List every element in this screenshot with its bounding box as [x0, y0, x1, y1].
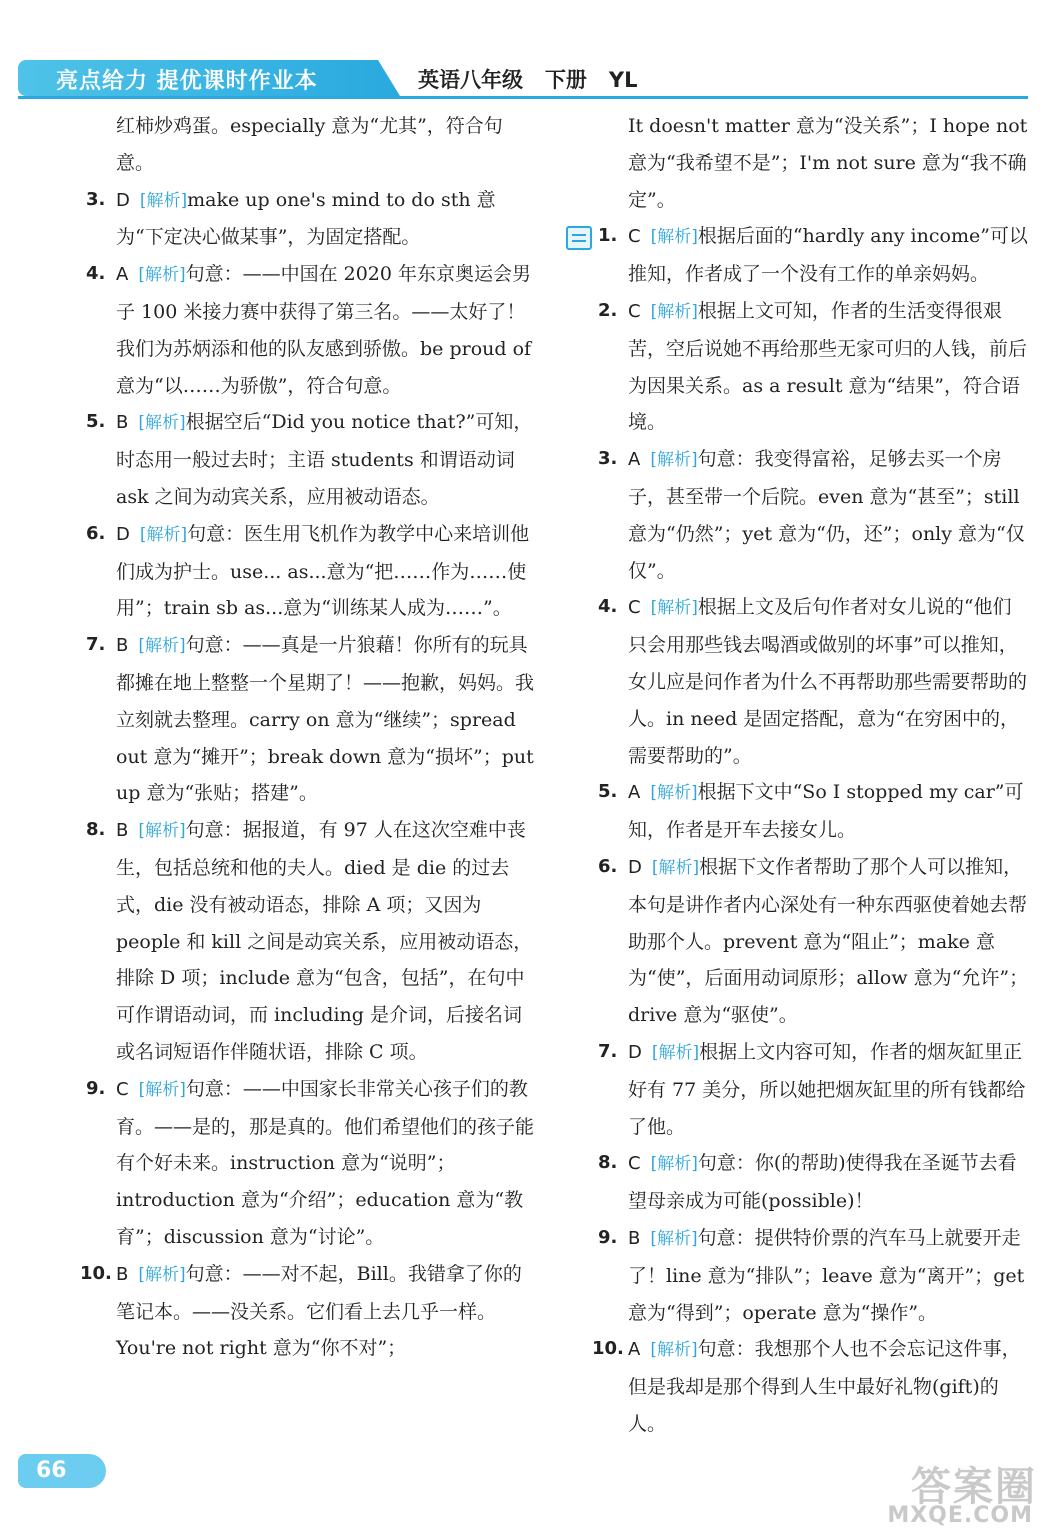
analysis-tag: [解析] — [138, 1079, 186, 1100]
analysis-tag: [解析] — [138, 413, 186, 434]
answer-item — [598, 849, 1030, 1034]
analysis-text: 句意：我想那个人也不会忘记这件事，但是我却是那个得到人生中最好礼物(gift)的人。 — [628, 1338, 1021, 1435]
analysis-tag: [解析] — [650, 301, 698, 322]
analysis-text: 根据上文及后句作者对女儿说的“他们只会用那些钱去喝酒或做别的坏事”可以推知，女儿应是问作者为什么不再帮助那些需要帮助的人。in need 是固定搭配，意为“在穷困中的，需要帮助的”。 — [628, 596, 1028, 767]
answer-letter: D — [116, 189, 130, 211]
analysis-tag: [解析] — [650, 1154, 698, 1175]
item-number: 2. — [598, 299, 618, 321]
item-number: 4. — [598, 596, 618, 618]
answer-letter: A — [116, 264, 129, 286]
item-number: 3. — [598, 448, 618, 470]
item-number: 8. — [598, 1152, 618, 1174]
answer-item — [592, 1331, 1030, 1442]
answer-item — [86, 182, 534, 257]
item-number: 9. — [86, 1077, 106, 1099]
section-two-icon — [566, 226, 592, 250]
analysis-text: 句意：——中国家长非常关心孩子们的教育。——是的，那是真的。他们希望他们的孩子能有个好未来。instruction 意为“说明”；introduction 意为“介绍”；education 意为“教育”；discussion 意为“讨论”。 — [116, 1077, 535, 1248]
item-number: 6. — [598, 855, 618, 877]
item-number: 5. — [86, 411, 106, 433]
answer-letter: B — [116, 820, 129, 842]
analysis-text: 句意：医生用飞机作为教学中心来培训他们成为护士。use... as...意为“把……作为……使用”；train sb as...意为“训练某人成为……”。 — [116, 522, 530, 620]
analysis-text: 根据后面的“hardly any income”可以推知，作者成了一个没有工作的单亲妈妈。 — [628, 225, 1028, 286]
analysis-text: 句意：——对不起，Bill。我错拿了你的笔记本。——没关系。它们看上去几乎一样。You're not right 意为“你不对”； — [116, 1262, 522, 1360]
right-column — [592, 108, 1030, 1443]
answer-item — [80, 1256, 534, 1367]
answer-item — [598, 441, 1030, 589]
answer-item — [86, 627, 534, 812]
analysis-tag: [解析] — [650, 598, 698, 619]
answer-letter: D — [116, 523, 130, 545]
answer-item — [86, 1071, 534, 1256]
continued-text: 红柿炒鸡蛋。especially 意为“尤其”，符合句意。 — [116, 115, 503, 174]
page-number: 66 — [18, 1454, 106, 1488]
answer-item — [598, 218, 1030, 293]
answer-letter: A — [628, 782, 641, 804]
answer-item — [86, 812, 534, 1071]
item-number: 6. — [86, 522, 106, 544]
analysis-text: 句意：据报道，有 97 人在这次空难中丧生，包括总统和他的夫人。died 是 die 的过去式，die 没有被动语态，排除 A 项；又因为 people 和 kill 之间是动宾关系，应用被动语态，排除 D 项；include 意为“包含，包括”，在句中可作谓语动词，而 including 是介词，后接名词或名词短语作伴随状语，排除 C 项。 — [116, 819, 533, 1063]
analysis-text: 根据上文内容可知，作者的烟灰缸里正好有 77 美分，所以她把烟灰缸里的所有钱都给了他。 — [628, 1040, 1026, 1138]
analysis-tag: [解析] — [139, 190, 188, 211]
answer-item — [598, 1220, 1030, 1331]
book-title: 亮点给力 提优课时作业本 — [56, 69, 318, 94]
watermark-logo-text: 答案圈 — [911, 1464, 1037, 1510]
analysis-tag: [解析] — [138, 1264, 186, 1285]
answer-letter: C — [628, 226, 641, 248]
answer-letter: A — [628, 449, 641, 471]
answer-item — [598, 774, 1030, 849]
answer-item — [598, 1034, 1030, 1145]
answer-letter: B — [116, 635, 129, 657]
analysis-text: 句意：——中国在 2020 年东京奥运会男子 100 米接力赛中获得了第三名。——太好了！我们为苏炳添和他的队友感到骄傲。be proud of 意为“以……为骄傲”，符合句意。 — [116, 263, 532, 397]
watermark — [847, 1455, 1037, 1531]
watermark-url: MXQE.COM — [887, 1503, 1033, 1528]
analysis-text: make up one's mind to do sth 意为“下定决心做某事”，为固定搭配。 — [116, 188, 496, 249]
analysis-tag: [解析] — [650, 783, 698, 804]
item-number: 9. — [598, 1226, 618, 1248]
analysis-tag: [解析] — [650, 227, 698, 248]
analysis-text: 句意：你(的帮助)使得我在圣诞节去看望母亲成为可能(possible)！ — [628, 1152, 1017, 1213]
analysis-tag: [解析] — [651, 1042, 700, 1063]
answer-letter: D — [628, 856, 642, 878]
item-number: 3. — [86, 188, 106, 210]
analysis-tag: [解析] — [651, 857, 700, 878]
answer-letter: C — [116, 1078, 129, 1100]
analysis-text: 根据空后“Did you notice that?”可知，时态用一般过去时；主语 students 和谓语动词 ask 之间为动宾关系，应用被动语态。 — [116, 411, 533, 508]
page-header — [18, 60, 1028, 100]
analysis-text: 句意：——真是一片狼藉！你所有的玩具都摊在地上整整一个星期了！——抱歉，妈妈。我立刻就去整理。carry on 意为“继续”；spread out 意为“摊开”；break down 意为“损坏”；put up 意为“张贴；搭建”。 — [116, 634, 535, 805]
subject-label: 英语八年级 下册 YL — [418, 68, 638, 92]
answer-item — [598, 293, 1030, 441]
answer-item — [598, 1145, 1030, 1220]
analysis-text: 根据上文可知，作者的生活变得很艰苦，空后说她不再给那些无家可归的人钱，前后为因果关系。as a result 意为“结果”，符合语境。 — [628, 299, 1028, 434]
analysis-tag: [解析] — [650, 1340, 698, 1361]
answer-letter: B — [116, 1263, 129, 1285]
analysis-tag: [解析] — [139, 524, 188, 545]
analysis-text: 句意：我变得富裕，足够去买一个房子，甚至带一个后院。even 意为“甚至”；still 意为“仍然”；yet 意为“仍，还”；only 意为“仅仅”。 — [628, 448, 1025, 582]
item-number: 5. — [598, 781, 618, 803]
answer-letter: C — [628, 1153, 641, 1175]
analysis-tag: [解析] — [138, 821, 186, 842]
item-number: 4. — [86, 263, 106, 285]
analysis-tag: [解析] — [138, 265, 186, 286]
analysis-tag: [解析] — [650, 450, 698, 471]
answer-item — [86, 404, 534, 515]
item-number: 10. — [592, 1338, 624, 1360]
analysis-tag: [解析] — [650, 1228, 698, 1249]
item-number: 7. — [86, 634, 106, 656]
answer-letter: D — [628, 1041, 642, 1063]
answer-item — [86, 516, 534, 627]
answer-letter: B — [116, 412, 129, 434]
item-number: 7. — [598, 1040, 618, 1062]
item-number: 10. — [80, 1262, 112, 1284]
left-column — [80, 108, 535, 1367]
analysis-text: 根据下文中“So I stopped my car”可知，作者是开车去接女儿。 — [628, 781, 1024, 842]
answer-letter: A — [628, 1339, 641, 1361]
item-number: 1. — [598, 225, 618, 247]
header-rule — [18, 96, 1028, 99]
item-number: 8. — [86, 819, 106, 841]
analysis-text: 句意：提供特价票的汽车马上就要开走了！line 意为“排队”；leave 意为“离开”；get 意为“得到”；operate 意为“操作”。 — [628, 1226, 1025, 1324]
answer-letter: C — [628, 300, 641, 322]
answer-letter: C — [628, 597, 641, 619]
answer-item — [598, 589, 1030, 774]
answer-letter: B — [628, 1227, 641, 1249]
answer-item — [86, 256, 534, 404]
analysis-tag: [解析] — [138, 636, 186, 657]
analysis-text: 根据下文作者帮助了那个人可以推知，本句是讲作者内心深处有一种东西驱使着她去帮助那个人。prevent 意为“阻止”；make 意为“使”，后面用动词原形；allow 意为“允许”；drive 意为“驱使”。 — [628, 855, 1029, 1027]
continued-text: It doesn't matter 意为“没关系”；I hope not 意为“我希望不是”；I'm not sure 意为“我不确定”。 — [628, 115, 1028, 211]
